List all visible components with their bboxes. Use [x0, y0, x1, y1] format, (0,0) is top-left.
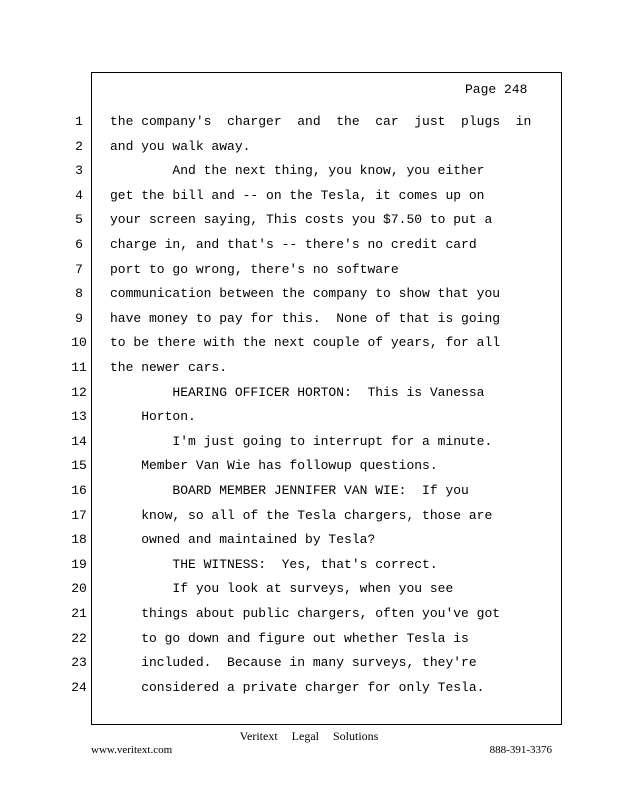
line-number: 4 [75, 187, 83, 203]
line-number: 1 [75, 114, 83, 129]
line-number: 19 [71, 556, 87, 572]
line-text: included. Because in many surveys, they're [110, 655, 477, 671]
line-text: HEARING OFFICER HORTON: This is Vanessa [110, 384, 485, 400]
line-number: 10 [71, 335, 87, 351]
line-text: your screen saying, This costs you $7.50 to put a [110, 212, 493, 228]
footer-phone: 888-391-3376 [489, 744, 552, 756]
line-number: 18 [71, 532, 87, 548]
line-text: communication between the company to show that you [110, 286, 501, 302]
line-number: 15 [71, 458, 87, 474]
line-text: Horton. [110, 409, 196, 425]
line-text: to be there with the next couple of years, for all [110, 335, 501, 351]
line-text: THE WITNESS: Yes, that's correct. [110, 556, 438, 572]
line-number: 5 [75, 212, 83, 228]
line-text: port to go wrong, there's no software [110, 261, 399, 277]
line-number: 3 [75, 163, 83, 179]
line-number: 22 [71, 630, 87, 646]
line-text: charge in, and that's -- there's no credit card [110, 237, 477, 252]
line-text: have money to pay for this. None of that is going [110, 310, 501, 326]
line-number: 17 [71, 507, 87, 523]
line-text: And the next thing, you know, you either [110, 163, 485, 179]
line-text: I'm just going to interrupt for a minute. [110, 433, 493, 449]
line-text: BOARD MEMBER JENNIFER VAN WIE: If you [110, 483, 469, 498]
line-number: 21 [71, 606, 87, 621]
line-text: to go down and figure out whether Tesla is [110, 630, 469, 646]
line-number: 8 [75, 286, 83, 302]
line-text: the newer cars. [110, 360, 228, 375]
line-text: Member Van Wie has followup questions. [110, 458, 438, 474]
line-number: 13 [71, 409, 87, 425]
line-text: considered a private charger for only Tesla. [110, 679, 485, 695]
line-text: and you walk away. [110, 138, 251, 154]
line-text: owned and maintained by Tesla? [110, 532, 376, 548]
line-text: If you look at surveys, when you see [110, 581, 454, 597]
page-number: Page 248 [465, 82, 528, 97]
line-number: 2 [75, 138, 83, 154]
footer-company: Veritext Legal Solutions [239, 729, 379, 743]
line-number: 23 [71, 655, 87, 671]
line-text: the company's charger and the car just plugs in [110, 114, 532, 129]
line-number: 9 [75, 310, 83, 326]
line-text: get the bill and -- on the Tesla, it comes up on [110, 187, 485, 203]
line-number: 16 [71, 483, 87, 498]
line-number: 24 [71, 679, 87, 695]
line-number: 11 [71, 360, 87, 375]
line-text: know, so all of the Tesla chargers, those are [110, 507, 493, 523]
line-text: things about public chargers, often you've got [110, 606, 501, 621]
line-number: 14 [71, 433, 87, 449]
footer-website: www.veritext.com [91, 744, 173, 756]
line-number: 7 [75, 261, 83, 277]
line-number: 12 [71, 384, 87, 400]
line-number: 20 [71, 581, 87, 597]
line-number: 6 [75, 237, 83, 252]
